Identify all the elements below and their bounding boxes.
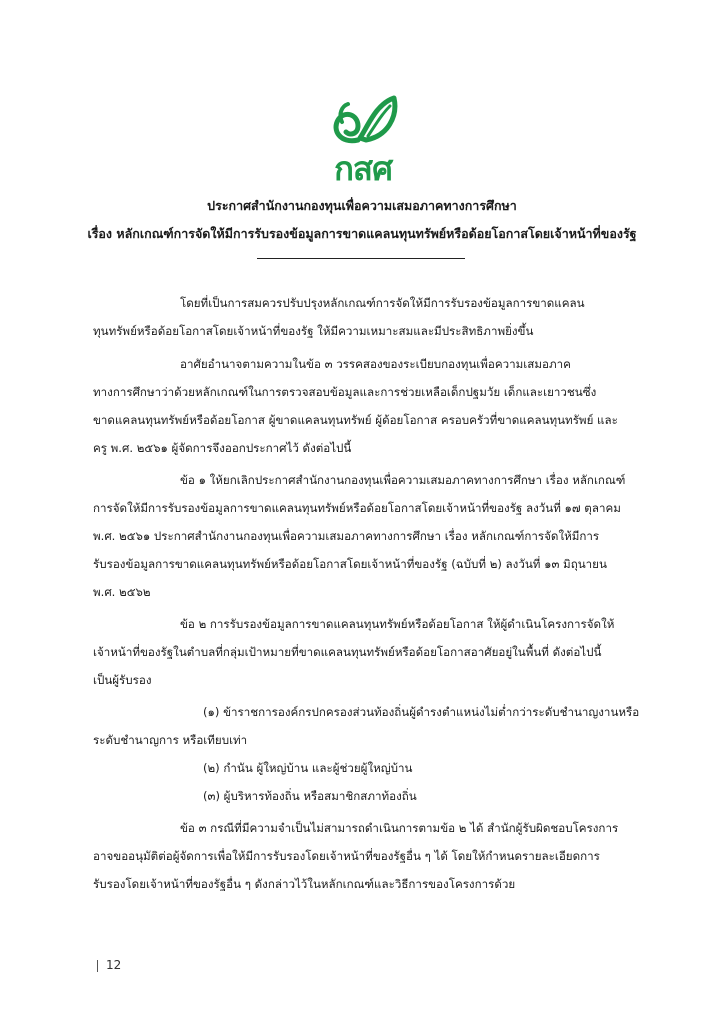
organization-logo (318, 92, 408, 188)
logo-wordmark: กสศ (333, 149, 393, 188)
page-number: 12 (106, 958, 122, 972)
announcement-subject: เรื่อง หลักเกณฑ์การจัดให้มีการรับรองข้อมูลการขาดแคลนทุนทรัพย์หรือด้อยโอกาสโดยเจ้าหน้าที่ของรัฐ (87, 226, 637, 241)
paragraph-line: อาจขออนุมัติต่อผู้จัดการเพื่อให้มีการรับรองโดยเจ้าหน้าที่ของรัฐอื่น ๆ ได้ โดยให้กำหนดรายละเอียดการ (93, 849, 600, 863)
list-item: (๒) กำนัน ผู้ใหญ่บ้าน และผู้ช่วยผู้ใหญ่บ้าน (203, 761, 413, 775)
paragraph-line: ขาดแคลนทุนทรัพย์หรือด้อยโอกาส ผู้ขาดแคลนทุนทรัพย์ ผู้ด้อยโอกาส ครอบครัวที่ขาดแคลนทุนทรัพย์ และ (93, 413, 618, 427)
list-item: (๓) ผู้บริหารท้องถิ่น หรือสมาชิกสภาท้องถิ่น (203, 789, 417, 803)
paragraph-line: โดยที่เป็นการสมควรปรับปรุงหลักเกณฑ์การจัดให้มีการรับรองข้อมูลการขาดแคลน (180, 296, 585, 310)
paragraph-line: ทุนทรัพย์หรือด้อยโอกาสโดยเจ้าหน้าที่ของรัฐ ให้มีความเหมาะสมและมีประสิทธิภาพยิ่งขึ้น (93, 324, 534, 338)
paragraph-line: รับรองโดยเจ้าหน้าที่ของรัฐอื่น ๆ ดังกล่าวไว้ในหลักเกณฑ์และวิธีการของโครงการด้วย (93, 877, 516, 891)
paragraph-line: รับรองข้อมูลการขาดแคลนทุนทรัพย์หรือด้อยโอกาสโดยเจ้าหน้าที่ของรัฐ (ฉบับที่ ๒) ลงวันที่ ๑๓ มิถุนายน (93, 557, 607, 571)
paragraph-line: เป็นผู้รับรอง (93, 673, 152, 687)
paragraph-line: การจัดให้มีการรับรองข้อมูลการขาดแคลนทุนทรัพย์หรือด้อยโอกาสโดยเจ้าหน้าที่ของรัฐ ลงวันที่ ๑๗ ตุลาคม (93, 501, 621, 515)
paragraph-line: เจ้าหน้าที่ของรัฐในตำบลที่กลุ่มเป้าหมายที่ขาดแคลนทุนทรัพย์หรือด้อยโอกาสอาศัยอยู่ในพื้นที่ ดังต่อไปนี้ (93, 645, 602, 659)
paragraph-line: ครู พ.ศ. ๒๕๖๑ ผู้จัดการจึงออกประกาศไว้ ดังต่อไปนี้ (93, 441, 352, 455)
paragraph-line: ระดับชำนาญการ หรือเทียบเท่า (93, 733, 248, 747)
announcement-title: ประกาศสำนักงานกองทุนเพื่อความเสมอภาคทางการศึกษา (207, 198, 517, 213)
title-divider (257, 258, 465, 259)
leaf-sprout-icon (318, 92, 408, 148)
list-item: (๑) ข้าราชการองค์กรปกครองส่วนท้องถิ่นผู้ดำรงตำแหน่งไม่ต่ำกว่าระดับชำนาญงานหรือ (203, 705, 640, 719)
paragraph-line: พ.ศ. ๒๕๖๒ (93, 585, 151, 599)
paragraph-line: ทางการศึกษาว่าด้วยหลักเกณฑ์ในการตรวจสอบข้อมูลและการช่วยเหลือเด็กปฐมวัย เด็กและเยาวชนซึ่ง (93, 385, 597, 399)
footer-divider (97, 960, 98, 972)
paragraph-line: พ.ศ. ๒๕๖๑ ประกาศสำนักงานกองทุนเพื่อความเสมอภาคทางการศึกษา เรื่อง หลักเกณฑ์การจัดให้มีการ (93, 529, 600, 543)
paragraph-line: อาศัยอำนาจตามความในข้อ ๓ วรรคสองของระเบียบกองทุนเพื่อความเสมอภาค (180, 357, 571, 371)
paragraph-line: ข้อ ๑ ให้ยกเลิกประกาศสำนักงานกองทุนเพื่อความเสมอภาคทางการศึกษา เรื่อง หลักเกณฑ์ (180, 473, 626, 487)
paragraph-line: ข้อ ๓ กรณีที่มีความจำเป็นไม่สามารถดำเนินการตามข้อ ๒ ได้ สำนักผู้รับผิดชอบโครงการ (180, 821, 619, 835)
page-footer (97, 958, 121, 972)
paragraph-line: ข้อ ๒ การรับรองข้อมูลการขาดแคลนทุนทรัพย์หรือด้อยโอกาส ให้ผู้ดำเนินโครงการจัดให้ (180, 617, 615, 631)
